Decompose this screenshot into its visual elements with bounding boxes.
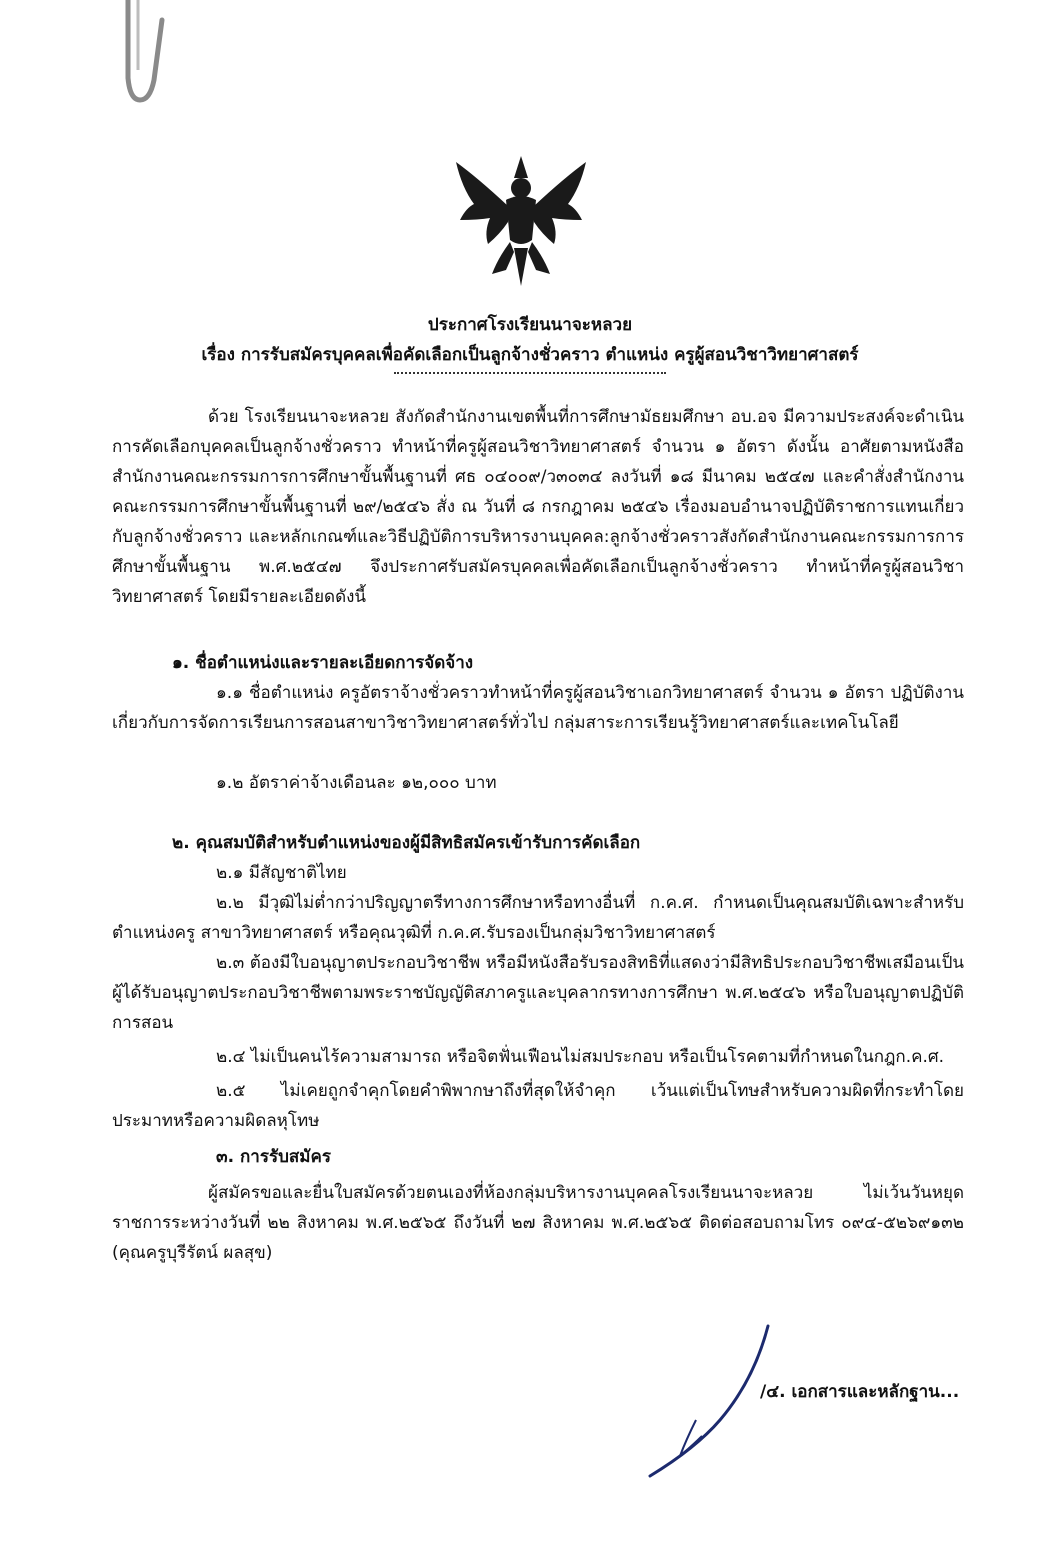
continuation-note: /๔. เอกสารและหลักฐาน... — [760, 1382, 960, 1402]
announcement-subject: เรื่อง การรับสมัครบุคคลเพื่อคัดเลือกเป็นลูกจ้างชั่วคราว ตำแหน่ง ครูผู้สอนวิชาวิทยาศาสตร์ — [201, 345, 859, 365]
dotted-divider — [394, 372, 666, 374]
section-1-heading: ๑. ชื่อตำแหน่งและรายละเอียดการจัดจ้าง — [172, 653, 474, 673]
section-2-item-1: ๒.๑ มีสัญชาติไทย — [216, 863, 347, 883]
section-2-item-5: ๒.๕ ไม่เคยถูกจำคุกโดยคำพิพากษาถึงที่สุดให้จำคุก เว้นแต่เป็นโทษสำหรับความผิดที่กระทำโดยประมาทหรือความผิดลหุโทษ — [112, 1081, 964, 1131]
section-1-item-2: ๑.๒ อัตราค่าจ้างเดือนละ ๑๒,๐๐๐ บาท — [216, 773, 497, 793]
garuda-emblem-icon — [448, 148, 594, 288]
section-2-item-4: ๒.๔ ไม่เป็นคนไร้ความสามารถ หรือจิตฟั่นเฟือนไม่สมประกอบ หรือเป็นโรคตามที่กำหนดในกฎก.ค.ศ. — [216, 1047, 945, 1067]
announcement-title: ประกาศโรงเรียนนาจะหลวย — [427, 315, 633, 335]
section-2-item-3: ๒.๓ ต้องมีใบอนุญาตประกอบวิชาชีพ หรือมีหนังสือรับรองสิทธิที่แสดงว่ามีสิทธิประกอบวิชาชีพเสมือนเป็นผู้ได้รับอนุญาตประกอบวิชาชีพตามพระราชบัญญัติสภาครูและบุคลากรทางการศึกษา พ.ศ.๒๕๔๖ หรือใบอนุญาตปฏิบัติการสอน — [112, 953, 964, 1033]
intro-paragraph: ด้วย โรงเรียนนาจะหลวย สังกัดสำนักงานเขตพื้นที่การศึกษามัธยมศึกษา อบ.อจ มีความประสงค์จะดำเนินการคัดเลือกบุคคลเป็นลูกจ้างชั่วคราว ทำหน้าที่ครูผู้สอนวิชาวิทยาศาสตร์ จำนวน ๑ อัตรา ดังนั้น อาศัยตามหนังสือสำนักงานคณะกรรมการการศึกษาขั้นพื้นฐานที่ ศธ ๐๔๐๐๙/ว๓๐๓๔ ลงวันที่ ๑๘ มีนาคม ๒๕๔๗ และคำสั่งสำนักงานคณะกรรมการศึกษาขั้นพื้นฐานที่ ๒๙/๒๕๔๖ สั่ง ณ วันที่ ๘ กรกฎาคม ๒๕๔๖ เรื่องมอบอำนาจปฏิบัติราชการแทนเกี่ยวกับลูกจ้างชั่วคราว และหลักเกณฑ์และวิธีปฏิบัติการบริหารงานบุคคล:ลูกจ้างชั่วคราวสังกัดสำนักงานคณะกรรมการการศึกษาขั้นพื้นฐาน พ.ศ.๒๕๔๗ จึงประกาศรับสมัครบุคคลเพื่อคัดเลือกเป็นลูกจ้างชั่วคราว ทำหน้าที่ครูผู้สอนวิชาวิทยาศาสตร์ โดยมีรายละเอียดดังนี้ — [112, 407, 964, 607]
section-3-body: ผู้สมัครขอและยื่นใบสมัครด้วยตนเองที่ห้องกลุ่มบริหารงานบุคคลโรงเรียนนาจะหลวย ไม่เว้นวันหยุดราชการระหว่างวันที่ ๒๒ สิงหาคม พ.ศ.๒๕๖๕ ถึงวันที่ ๒๗ สิงหาคม พ.ศ.๒๕๖๕ ติดต่อสอบถามโทร ๐๙๔-๕๒๖๙๑๓๒ (คุณครูบุรีรัตน์ ผลสุข) — [112, 1183, 964, 1263]
section-1-item-1: ๑.๑ ชื่อตำแหน่ง ครูอัตราจ้างชั่วคราวทำหน้าที่ครูผู้สอนวิชาเอกวิทยาศาสตร์ จำนวน ๑ อัตรา ปฏิบัติงานเกี่ยวกับการจัดการเรียนการสอนสาขาวิชาวิทยาศาสตร์ทั่วไป กลุ่มสาระการเรียนรู้วิทยาศาสตร์และเทคโนโลยี — [112, 683, 964, 733]
section-3-heading: ๓. การรับสมัคร — [216, 1147, 331, 1167]
paper-clip-icon — [110, 0, 170, 110]
section-2-heading: ๒. คุณสมบัติสำหรับตำแหน่งของผู้มีสิทธิสมัครเข้ารับการคัดเลือก — [172, 833, 641, 853]
section-2-item-2: ๒.๒ มีวุฒิไม่ต่ำกว่าปริญญาตรีทางการศึกษาหรือทางอื่นที่ ก.ค.ศ. กำหนดเป็นคุณสมบัติเฉพาะสำหรับตำแหน่งครู สาขาวิทยาศาสตร์ หรือคุณวุฒิที่ ก.ค.ศ.รับรองเป็นกลุ่มวิชาวิทยาศาสตร์ — [112, 893, 964, 943]
